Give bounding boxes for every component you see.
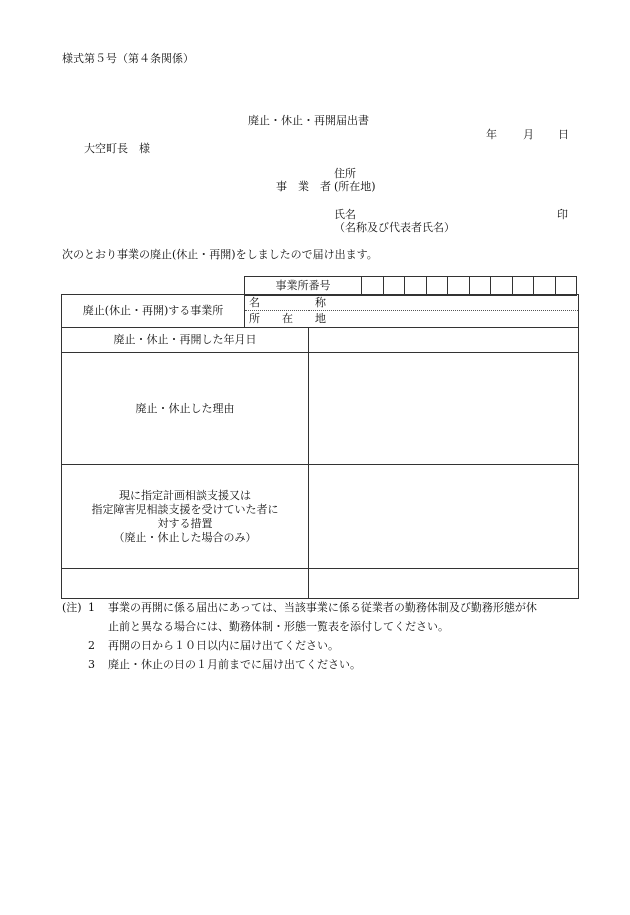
office-number-digit[interactable] <box>383 277 405 296</box>
name-sub-label: （名称及び代表者氏名） <box>334 221 455 234</box>
measure-label <box>62 465 309 569</box>
office-location-cell[interactable] <box>245 311 579 328</box>
measure-line: （廃止・休止した場合のみ） <box>113 530 257 544</box>
office-name-label: 名 称 <box>249 295 326 309</box>
note-line: 事業の再開に係る届出にあっては、当該事業に係る従業者の勤務体制及び勤務形態が休 <box>108 601 537 614</box>
date-row-value[interactable] <box>309 328 579 353</box>
form-table <box>61 294 579 599</box>
measure-line: 対する措置 <box>157 516 213 530</box>
note-number: 3 <box>88 658 95 671</box>
document-title: 廃止・休止・再開届出書 <box>248 114 369 127</box>
reason-label: 廃止・休止した理由 <box>62 353 309 465</box>
date-day: 日 <box>558 128 569 141</box>
location-label: (所在地) <box>334 180 376 193</box>
note-number: 2 <box>88 639 95 652</box>
office-number-label: 事業所番号 <box>245 277 362 296</box>
address-label: 住所 <box>334 167 356 180</box>
office-name-cell[interactable] <box>245 295 579 311</box>
note-line: 再開の日から１０日以内に届け出てください。 <box>108 639 339 652</box>
office-number-digit[interactable] <box>405 277 427 296</box>
office-number-digit[interactable] <box>362 277 384 296</box>
office-location-label: 所 在 地 <box>249 312 326 325</box>
office-number-digit[interactable] <box>469 277 491 296</box>
office-number-digit[interactable] <box>534 277 556 296</box>
measure-line: 指定障害児相談支援を受けていた者に <box>91 502 279 516</box>
measure-line: 現に指定計画相談支援又は <box>119 488 251 502</box>
date-month: 月 <box>523 128 534 141</box>
measure-value[interactable] <box>309 465 579 569</box>
business-operator-label: 事 業 者 <box>276 180 331 193</box>
office-number-digit[interactable] <box>555 277 577 296</box>
form-label: 様式第５号（第４条関係） <box>62 52 194 65</box>
note-number: 1 <box>88 601 95 614</box>
notes-prefix: (注) <box>62 601 82 614</box>
date-row-label: 廃止・休止・再開した年月日 <box>62 328 309 353</box>
name-label: 氏名 <box>334 208 356 221</box>
office-number-digit[interactable] <box>512 277 534 296</box>
office-label: 廃止(休止・再開)する事業所 <box>62 295 245 328</box>
office-number-table <box>244 276 577 296</box>
blank-row-value[interactable] <box>309 569 579 599</box>
addressee: 大空町長 様 <box>84 142 150 155</box>
intro-text: 次のとおり事業の廃止(休止・再開)をしましたので届け出ます。 <box>62 248 378 261</box>
seal-mark: 印 <box>557 208 568 221</box>
date-year: 年 <box>486 128 497 141</box>
reason-value[interactable] <box>309 353 579 465</box>
note-line: 廃止・休止の日の１月前までに届け出てください。 <box>108 658 361 671</box>
blank-row-label[interactable] <box>62 569 309 599</box>
office-number-digit[interactable] <box>491 277 513 296</box>
office-number-digit[interactable] <box>448 277 470 296</box>
note-line: 止前と異なる場合には、勤務体制・形態一覧表を添付してください。 <box>108 620 449 633</box>
office-number-digit[interactable] <box>426 277 448 296</box>
